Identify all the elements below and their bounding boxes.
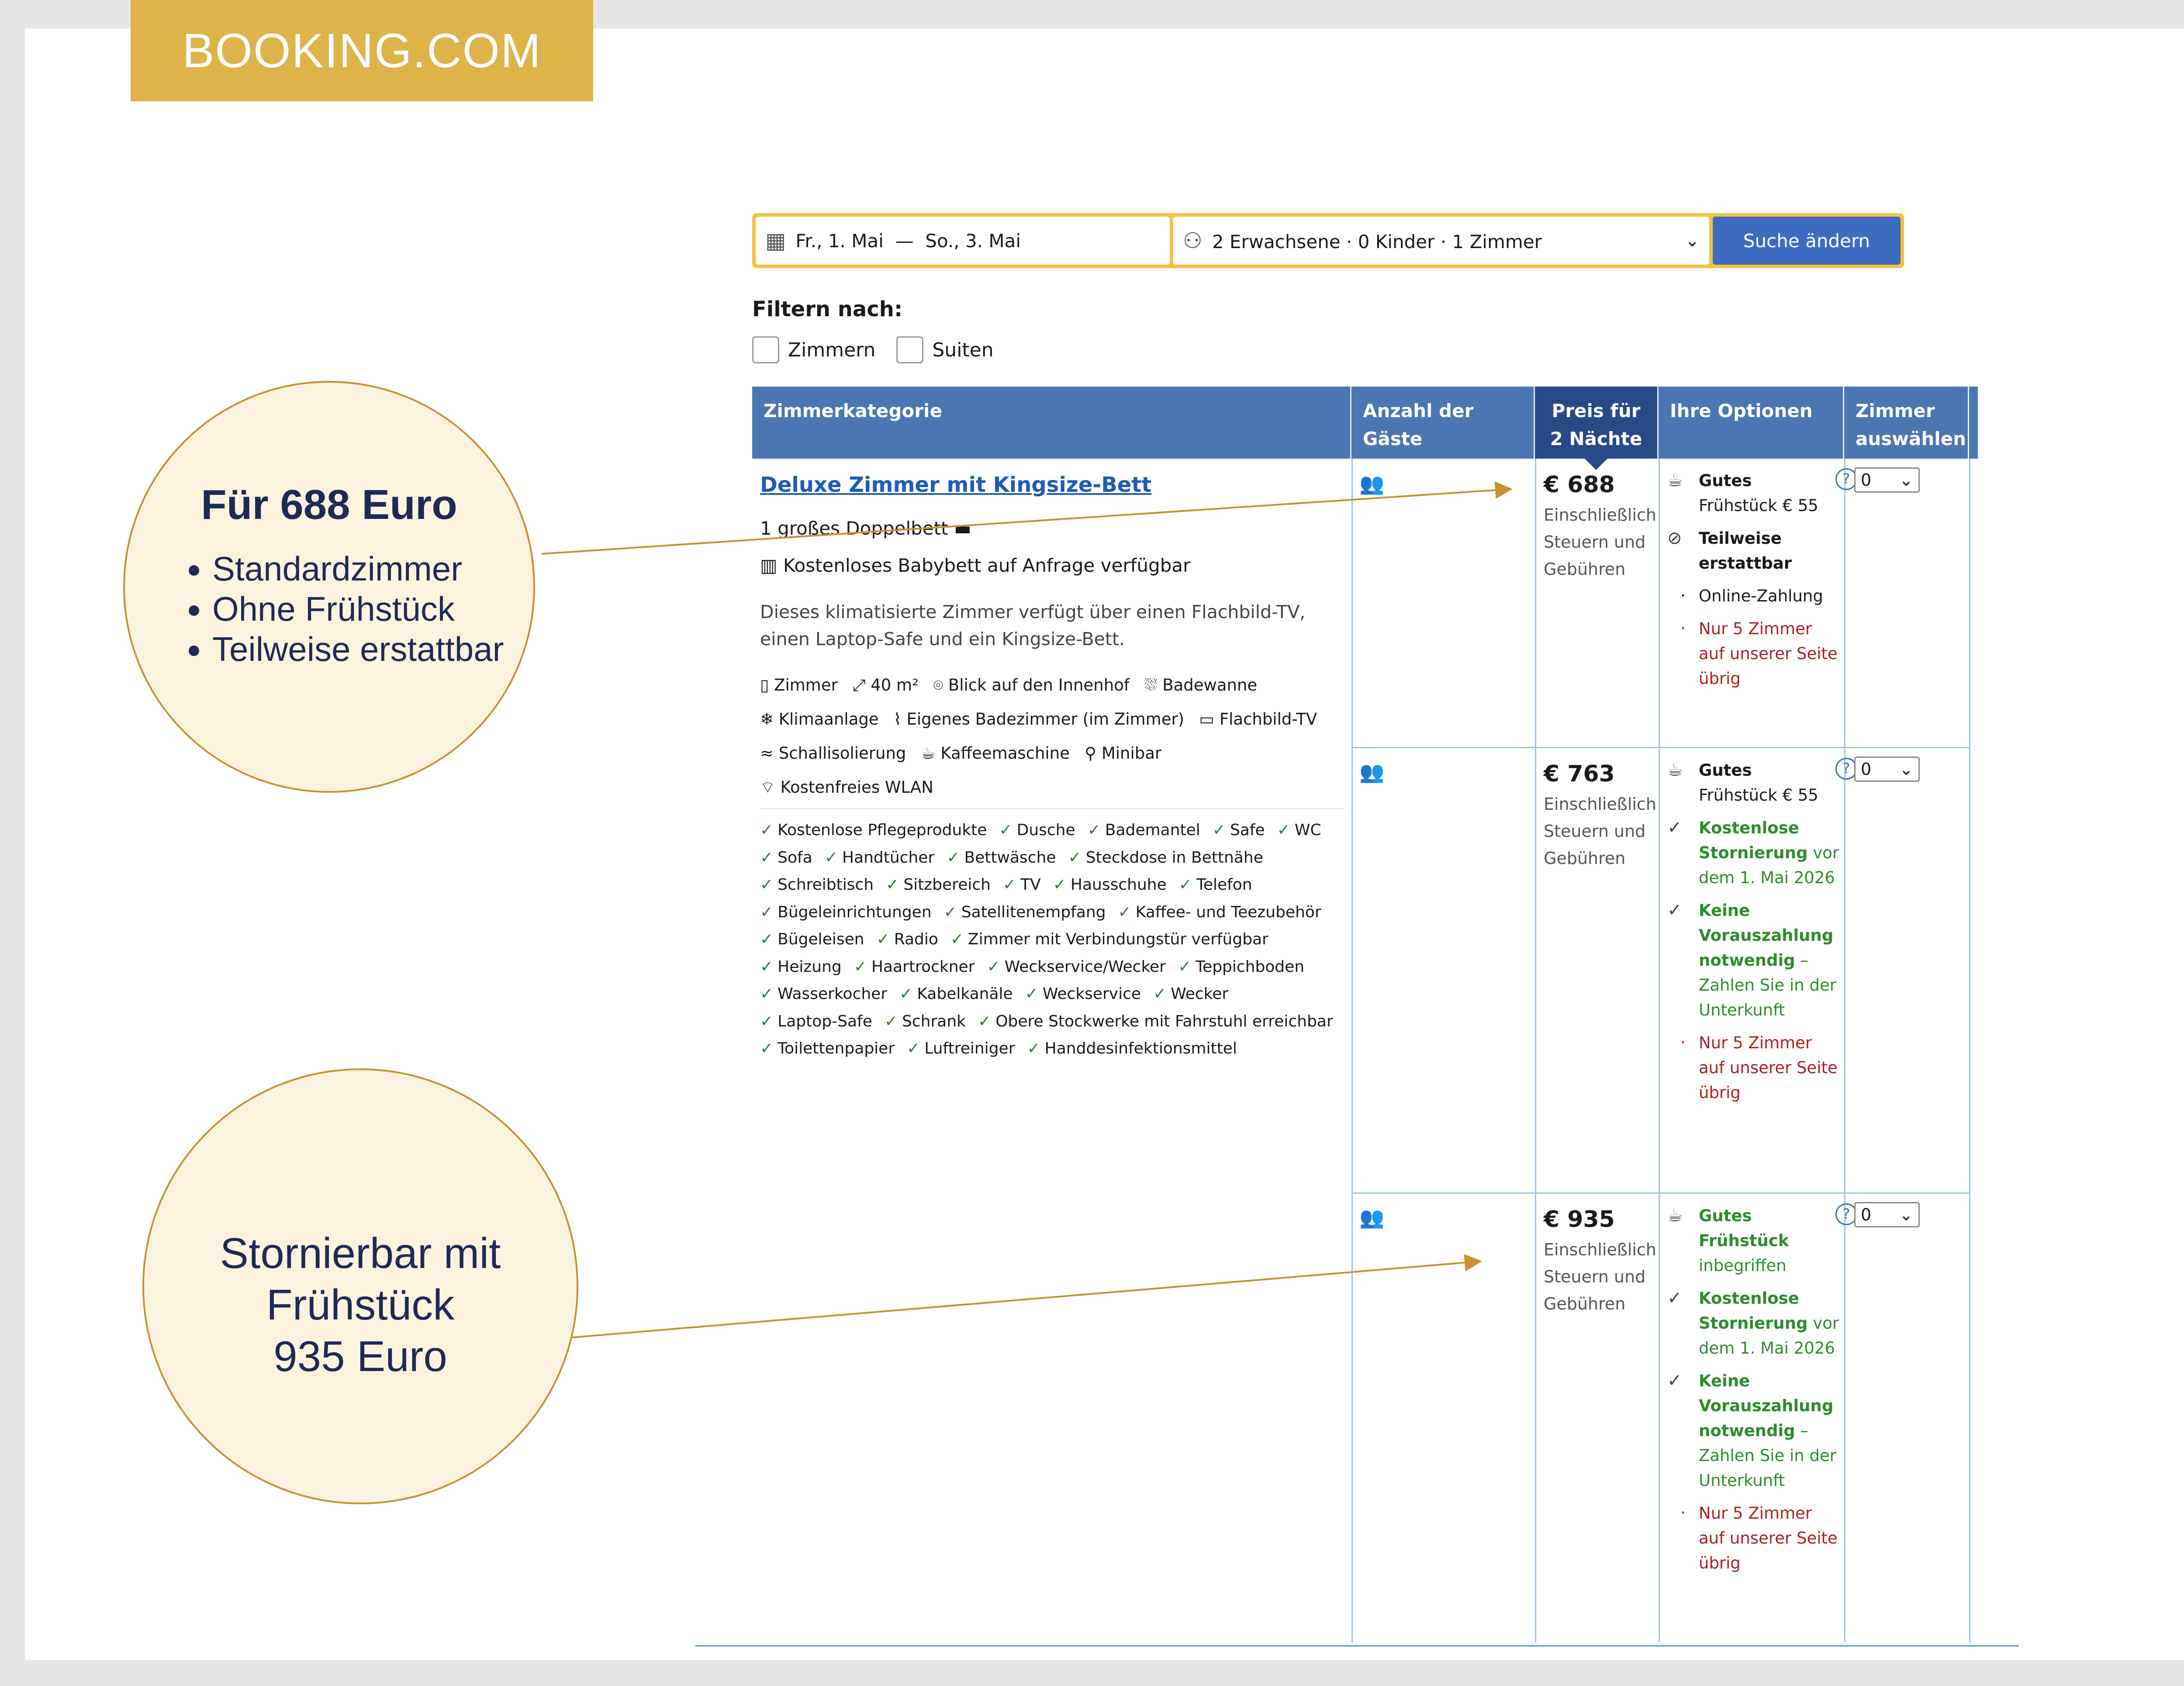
amenity-item: ✓ Bademantel: [1087, 821, 1200, 839]
annotation-title: Für 688 Euro: [201, 481, 457, 528]
scarcity-notice: · Nur 5 Zimmer auf unserer Seite übrig: [1680, 618, 1838, 688]
checkmark-icon: ✓: [1667, 1371, 1682, 1391]
chevron-down-icon: ⌄: [1899, 1205, 1913, 1224]
two-persons-icon: 👥: [1359, 760, 1385, 784]
checkmark-icon: ✓: [1027, 1040, 1040, 1057]
amenity-item: ✓ Satellitenempfang: [943, 903, 1106, 921]
checkmark-icon: ✓: [760, 985, 774, 1003]
amenity-item: ✓ Steckdose in Bettnähe: [1068, 848, 1263, 867]
checkmark-icon: ✓: [1277, 821, 1290, 839]
breakfast-option: ☕ Gutes Frühstück inbegriffen: [1667, 1203, 1840, 1278]
amenity-item: ✓ Dusche: [999, 821, 1075, 839]
annotation-text: Stornierbar mit Frühstück 935 Euro: [220, 1229, 501, 1380]
chevron-down-icon: ⌄: [1899, 470, 1913, 490]
room-quantity-select[interactable]: 0 ⌄: [1854, 757, 1920, 782]
cancellation-policy: ✓ Kostenlose Stornierung vor dem 1. Mai 2026: [1667, 815, 1840, 890]
amenity-item: ✓ Handtücher: [824, 848, 935, 867]
checkmark-icon: ✓: [854, 957, 867, 976]
change-search-button[interactable]: Suche ändern: [1713, 217, 1901, 265]
amenity-item: ✓ TV: [1002, 876, 1041, 894]
amenity-item: ✓ Bügeleisen: [760, 930, 864, 948]
filter-suites[interactable]: Suiten: [896, 336, 993, 363]
amenity-item: ✓ Handdesinfektionsmittel: [1027, 1040, 1237, 1057]
header-room-category: Zimmerkategorie: [752, 387, 1351, 459]
amenity-item: ✓ Telefon: [1178, 876, 1252, 894]
checkmark-icon: ✓: [1178, 957, 1192, 976]
amenity-item: ✓ Bettwäsche: [947, 848, 1056, 867]
cancellation-policy: ✓ Kostenlose Stornierung vor dem 1. Mai 2026: [1667, 1286, 1840, 1361]
price-value: € 763: [1544, 761, 1615, 787]
checkmark-icon: ✓: [884, 1012, 898, 1030]
crib-icon: ▥: [760, 555, 778, 576]
checkmark-icon: ✓: [1212, 821, 1226, 839]
price-value: € 688: [1544, 472, 1615, 498]
checkmark-icon: ✓: [999, 821, 1013, 839]
price-note: Einschließlich Steuern und Gebühren: [1544, 1240, 1656, 1313]
annotation-item: • Standardzimmer: [212, 549, 504, 589]
checkmark-icon: ✓: [1025, 985, 1038, 1003]
brand-banner: BOOKING.COM: [131, 0, 593, 101]
room-quantity-select[interactable]: 0 ⌄: [1854, 467, 1920, 493]
checkmark-icon: ✓: [978, 1012, 992, 1030]
filter-heading: Filtern nach:: [752, 297, 903, 321]
breakfast-option: ☕ Gutes Frühstück € 55: [1667, 758, 1840, 808]
checkmark-icon: ✓: [1667, 1288, 1682, 1308]
checkmark-icon: ✓: [760, 1040, 774, 1057]
filter-rooms[interactable]: Zimmern: [752, 336, 875, 363]
prepayment-policy: ✓ Keine Vorauszahlung notwendig – Zahlen Sie in der Unterkunft: [1667, 898, 1840, 1023]
checkmark-icon: ✓: [1667, 900, 1682, 920]
amenity-item: ✓ Bügeleinrichtungen: [760, 903, 932, 921]
amenity-item: ✓ Laptop-Safe: [760, 1012, 872, 1030]
checkmark-icon: ✓: [760, 957, 774, 976]
header-select-room: Zimmer auswählen: [1844, 387, 1969, 459]
checkmark-icon: ✓: [1178, 876, 1192, 894]
price-value: € 935: [1544, 1206, 1615, 1233]
amenity-item: ✓ Wecker: [1153, 985, 1229, 1003]
checkmark-icon: ✓: [824, 848, 838, 867]
amenity-item: ✓ WC: [1277, 821, 1321, 839]
checkmark-icon: ✓: [1118, 903, 1131, 921]
room-title-link[interactable]: Deluxe Zimmer mit Kingsize-Bett: [760, 473, 1152, 497]
facility-item: ❄ Klimaanlage: [760, 710, 879, 729]
refund-policy: ⊘ Teilweise erstattbar: [1667, 526, 1840, 576]
amenity-item: ✓ Radio: [876, 930, 938, 948]
calendar-icon: ▦: [765, 228, 786, 253]
facility-item: ⛆ Badewanne: [1144, 676, 1258, 694]
amenity-item: ✓ Haartrockner: [854, 957, 975, 976]
checkmark-icon: ✓: [1002, 876, 1016, 894]
annotation-item: • Teilweise erstattbar: [212, 629, 504, 669]
help-icon[interactable]: ?: [1835, 468, 1857, 490]
checkmark-icon: ✓: [950, 930, 964, 948]
crib-info: ▥ Kostenloses Babybett auf Anfrage verfügbar: [760, 555, 1191, 576]
facility-item: ⌔ Kostenfreies WLAN: [760, 778, 933, 797]
annotation-item: • Ohne Frühstück: [212, 589, 504, 629]
chevron-down-icon: ⌄: [1899, 760, 1913, 779]
prepayment-policy: ✓ Keine Vorauszahlung notwendig – Zahlen Sie in der Unterkunft: [1667, 1368, 1840, 1493]
facility-item: ⚲ Minibar: [1084, 744, 1162, 763]
checkmark-icon: ✓: [760, 848, 774, 867]
two-persons-icon: 👥: [1359, 1206, 1385, 1229]
facility-item: ▯ Zimmer: [760, 676, 838, 694]
header-price: Preis für 2 Nächte: [1535, 387, 1659, 459]
checkmark-icon: ✓: [760, 903, 774, 921]
room-description: Dieses klimatisierte Zimmer verfügt über einen Flachbild-TV, einen Laptop-Safe und ein Kingsize-Bett.: [760, 601, 1306, 650]
header-guests: Anzahl der Gäste: [1351, 387, 1535, 459]
amenity-item: ✓ Schreibtisch: [760, 876, 874, 894]
bed-icon: ▬: [954, 518, 971, 539]
breakfast-option: ☕ Gutes Frühstück € 55: [1667, 468, 1840, 518]
checkmark-icon: ✓: [876, 930, 890, 948]
checkmark-icon: ✓: [1068, 848, 1082, 867]
header-options: Ihre Optionen: [1659, 387, 1844, 459]
checkmark-icon: ✓: [943, 903, 957, 921]
amenity-item: ✓ Sitzbereich: [886, 876, 991, 894]
facility-item: ⌾ Blick auf den Innenhof: [933, 676, 1130, 694]
scarcity-notice: · Nur 5 Zimmer auf unserer Seite übrig: [1680, 1033, 1838, 1102]
checkmark-icon: ✓: [1153, 985, 1167, 1003]
amenity-item: ✓ Zimmer mit Verbindungstür verfügbar: [950, 930, 1268, 948]
checkmark-icon: ✓: [987, 957, 1000, 976]
help-icon[interactable]: ?: [1835, 758, 1857, 780]
amenity-item: ✓ Teppichboden: [1178, 957, 1305, 976]
arrow-to-688: [542, 489, 1509, 554]
payment-online: · Online-Zahlung: [1680, 586, 1823, 606]
checkmark-icon: ✓: [886, 876, 899, 894]
scarcity-notice: · Nur 5 Zimmer auf unserer Seite übrig: [1680, 1503, 1838, 1572]
amenity-item: ✓ Schrank: [884, 1012, 966, 1030]
amenity-item: ✓ Sofa: [760, 848, 812, 867]
checkmark-icon: ✓: [760, 1012, 774, 1030]
two-persons-icon: 👥: [1359, 472, 1385, 495]
guest-text: 2 Erwachsene · 0 Kinder · 1 Zimmer: [1212, 231, 1542, 252]
checkmark-icon: ✓: [760, 821, 774, 839]
help-icon[interactable]: ?: [1835, 1203, 1857, 1225]
bed-info: 1 großes Doppelbett ▬: [760, 518, 971, 539]
checkmark-icon: ✓: [907, 1040, 920, 1057]
amenity-item: ✓ Kaffee- und Teezubehör: [1118, 903, 1321, 921]
checkmark-icon: ✓: [1667, 818, 1682, 838]
amenity-item: ✓ Kabelkanäle: [899, 985, 1013, 1003]
amenity-item: ✓ Obere Stockwerke mit Fahrstuhl erreichbar: [978, 1012, 1333, 1030]
amenity-item: ✓ Kostenlose Pflegeprodukte: [760, 821, 987, 839]
amenity-item: ✓ Weckservice: [1025, 985, 1141, 1003]
checkmark-icon: ✓: [760, 930, 774, 948]
chevron-down-icon: ⌄: [1685, 231, 1700, 251]
price-note: Einschließlich Steuern und Gebühren: [1544, 795, 1656, 868]
checkmark-icon: ✓: [760, 876, 774, 894]
amenity-item: ✓ Wasserkocher: [760, 985, 888, 1003]
amenity-item: ✓ Luftreiniger: [907, 1040, 1015, 1057]
facility-item: ▭ Flachbild-TV: [1199, 710, 1317, 729]
facility-item: ≈ Schallisolierung: [760, 744, 906, 763]
checkmark-icon: ✓: [1053, 876, 1066, 894]
amenity-item: ✓ Hausschuhe: [1053, 876, 1167, 894]
coffee-cup-icon: ☕: [1667, 760, 1683, 780]
amenity-item: ✓ Heizung: [760, 957, 842, 976]
room-quantity-select[interactable]: 0 ⌄: [1854, 1202, 1920, 1227]
checkmark-icon: ✓: [899, 985, 913, 1003]
price-note: Einschließlich Steuern und Gebühren: [1544, 505, 1656, 579]
facility-item: ☕ Kaffeemaschine: [921, 744, 1070, 763]
checkmark-icon: ✓: [947, 848, 960, 867]
amenity-item: ✓ Safe: [1212, 821, 1265, 839]
amenity-item: ✓ Weckservice/Wecker: [987, 957, 1166, 976]
arrow-to-935: [572, 1261, 1479, 1337]
checkmark-icon: ✓: [1087, 821, 1101, 839]
coffee-cup-icon: ☕: [1667, 470, 1683, 491]
coffee-cup-icon: ☕: [1667, 1206, 1683, 1226]
amenity-item: ✓ Toilettenpapier: [760, 1040, 895, 1057]
date-range-text: Fr., 1. Mai — So., 3. Mai: [795, 230, 1021, 252]
facility-item: ⤢ 40 m²: [852, 676, 919, 694]
person-icon: ⚇: [1183, 228, 1203, 253]
partial-refund-icon: ⊘: [1667, 528, 1682, 548]
facility-item: ⌇ Eigenes Badezimmer (im Zimmer): [893, 710, 1185, 729]
